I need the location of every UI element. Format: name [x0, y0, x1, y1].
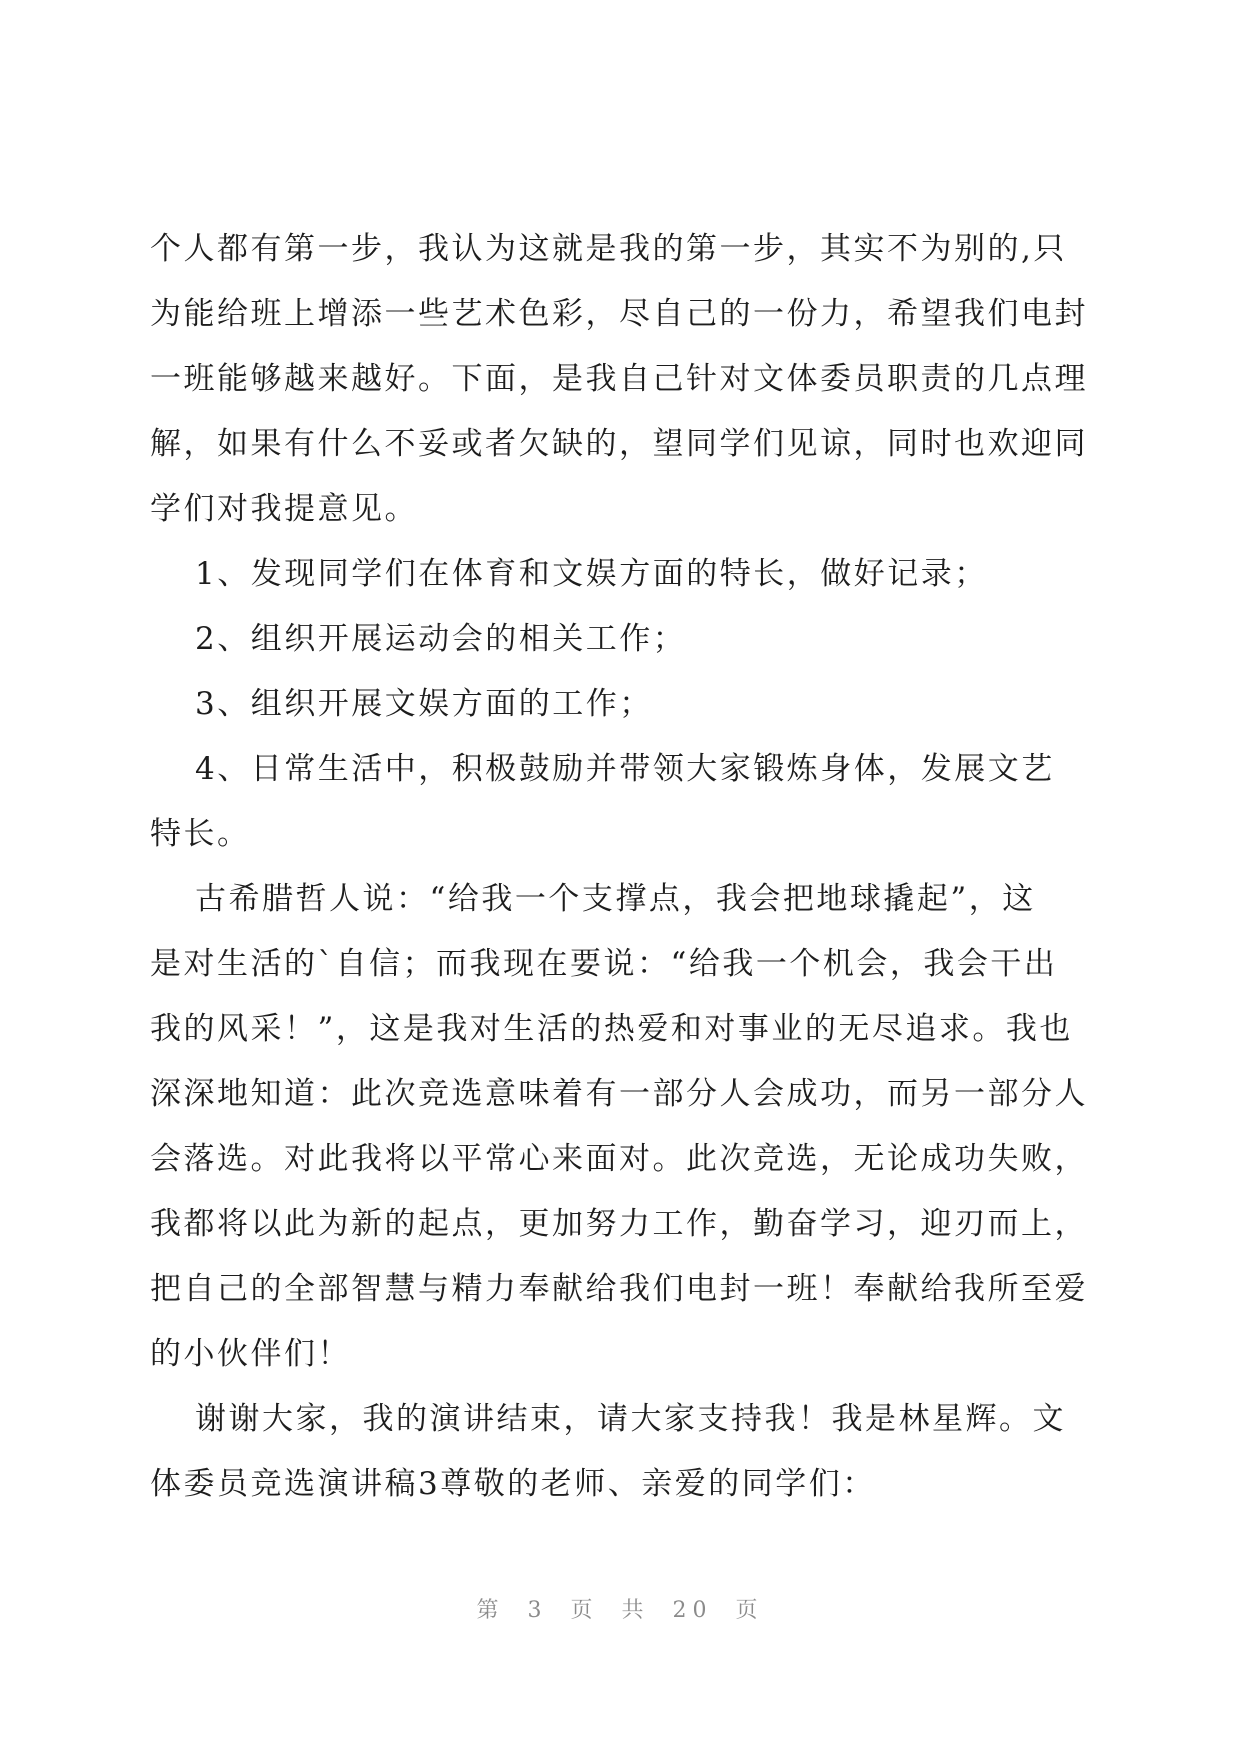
text-line: 为能给班上增添一些艺术色彩，尽自己的一份力，希望我们电封: [150, 296, 1088, 332]
text-line: 解，如果有什么不妥或者欠缺的，望同学们见谅，同时也欢迎同: [150, 426, 1088, 462]
document-text-block: [150, 217, 1098, 1517]
text-line: 的小伙伴们！: [150, 1336, 351, 1372]
text-line: 深深地知道：此次竞选意味着有一部分人会成功，而另一部分人: [150, 1076, 1088, 1112]
text-line: 古希腊哲人说：“给我一个支撑点，我会把地球撬起”，这: [195, 881, 1036, 917]
text-line: 个人都有第一步，我认为这就是我的第一步，其实不为别的,只: [150, 231, 1067, 267]
page-footer: 第 3 页 共 20 页: [476, 1598, 764, 1623]
text-line: 体委员竞选演讲稿3尊敬的老师、亲爱的同学们：: [150, 1466, 876, 1502]
text-line: 3、组织开展文娱方面的工作；: [195, 686, 653, 722]
text-line: 把自己的全部智慧与精力奉献给我们电封一班！奉献给我所至爱: [150, 1271, 1088, 1307]
text-line: 谢谢大家，我的演讲结束，请大家支持我！我是林星辉。文: [195, 1401, 1066, 1437]
text-line: 1、发现同学们在体育和文娱方面的特长，做好记录；: [195, 556, 988, 592]
text-line: 2、组织开展运动会的相关工作；: [195, 621, 687, 657]
text-line: 会落选。对此我将以平常心来面对。此次竞选，无论成功失败，: [150, 1141, 1088, 1177]
text-line: 4、日常生活中，积极鼓励并带领大家锻炼身体，发展文艺: [195, 751, 1055, 787]
text-line: 我都将以此为新的起点，更加努力工作，勤奋学习，迎刃而上，: [150, 1206, 1088, 1242]
text-line: 是对生活的`自信；而我现在要说：“给我一个机会，我会干出: [150, 946, 1058, 982]
text-line: 特长。: [150, 816, 251, 852]
text-line: 我的风采！”，这是我对生活的热爱和对事业的无尽追求。我也: [150, 1011, 1073, 1047]
text-line: 一班能够越来越好。下面，是我自己针对文体委员职责的几点理: [150, 361, 1088, 397]
text-line: 学们对我提意见。: [150, 491, 418, 527]
